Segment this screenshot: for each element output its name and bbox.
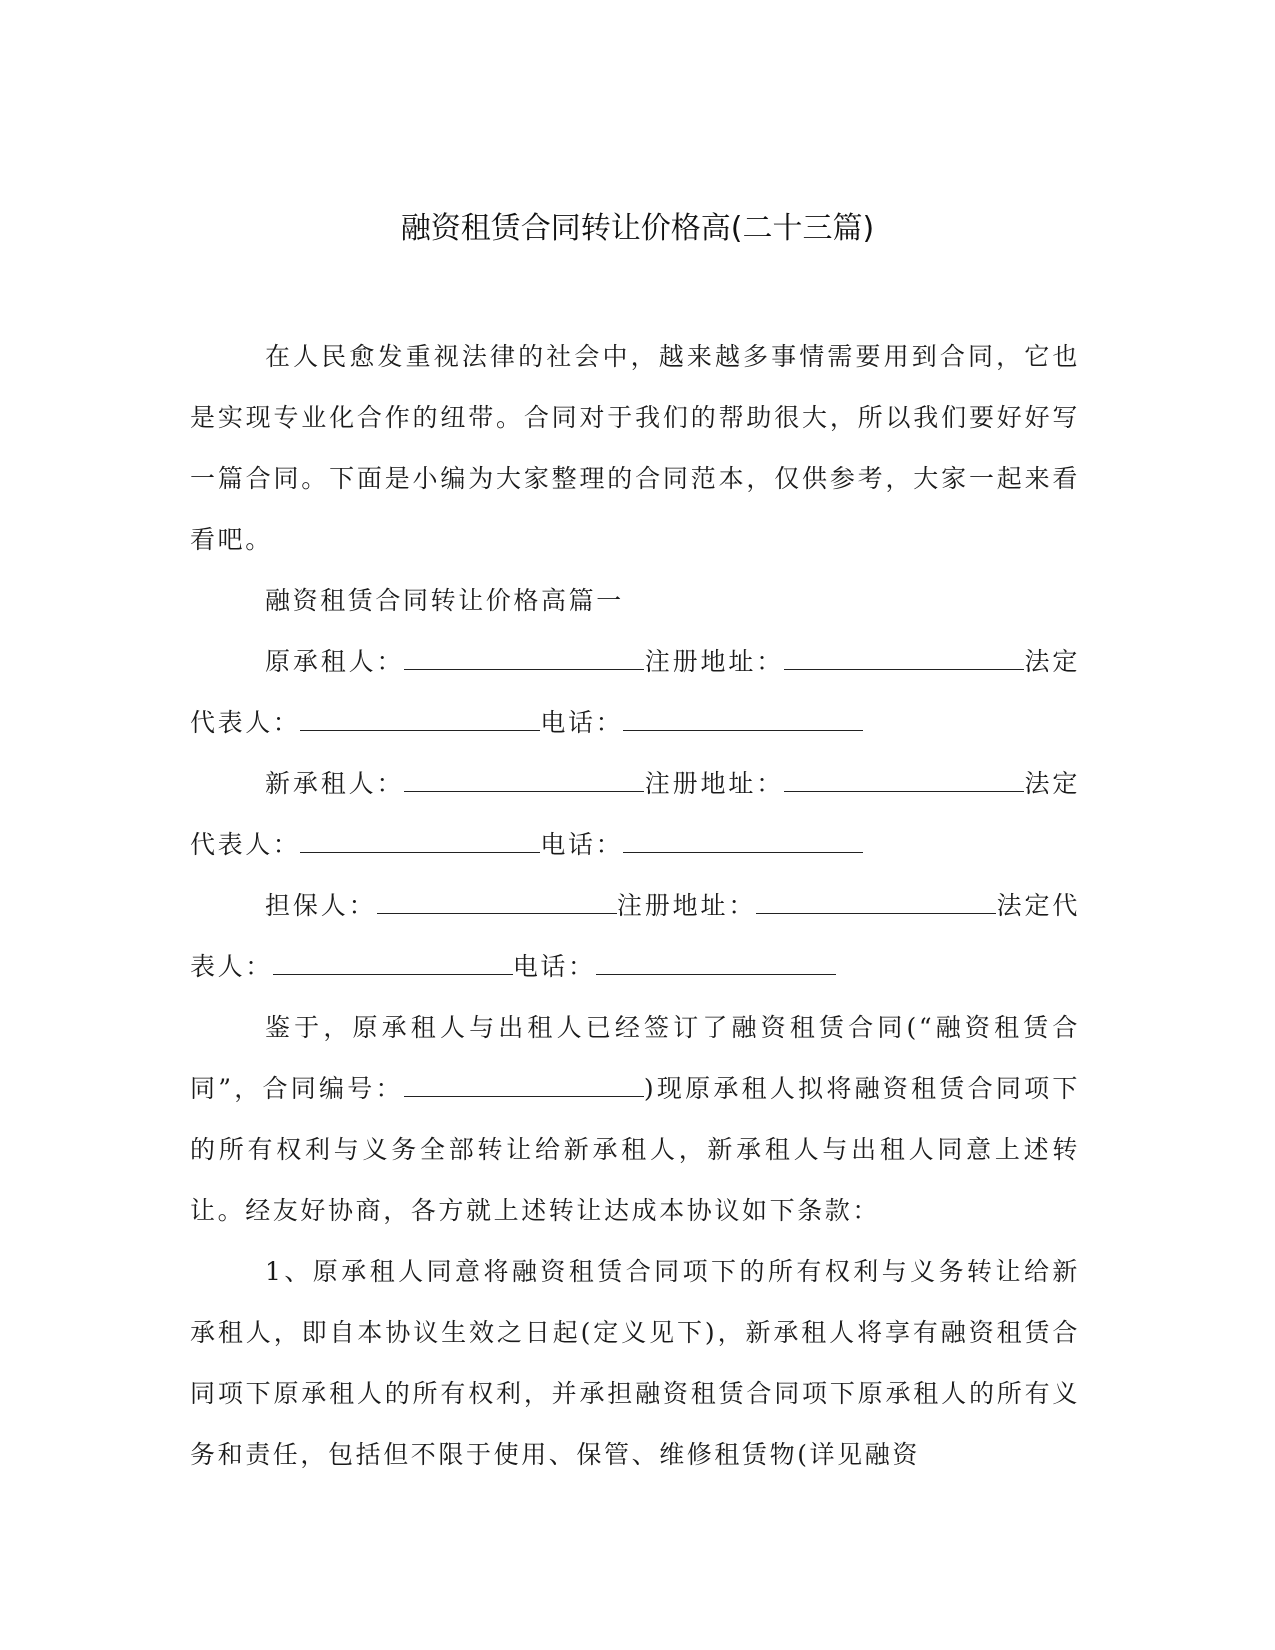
- clause-1: 1、原承租人同意将融资租赁合同项下的所有权利与义务转让给新承租人，即自本协议生效之日起(定义见下)，新承租人将享有融资租赁合同项下原承租人的所有权利，并承担融资租赁合同项下原承租人的所有义务和责任，包括但不限于使用、保管、维修租赁物(详见融资: [190, 1257, 1080, 1469]
- blank-line: [404, 647, 644, 670]
- section-heading: 融资租赁合同转让价格高篇一: [265, 586, 624, 615]
- blank-line: [756, 891, 996, 914]
- whereas-text-end: )现原承租人拟将融资租赁合同项下的所有权利与义务全部转让给新承租人，新承租人与出租人同意上述转让。经友好协商，各方就上述转让达成本协议如下条款：: [190, 1074, 1080, 1225]
- phone-label: 电话：: [512, 952, 596, 981]
- party-new-lessee: [190, 753, 1080, 875]
- whereas-paragraph: [190, 997, 1080, 1241]
- blank-line: [300, 830, 540, 853]
- document-body: [190, 326, 1080, 1485]
- registered-address-label: 注册地址：: [644, 647, 785, 676]
- blank-line: [784, 769, 1024, 792]
- party-original-lessee: [190, 631, 1080, 753]
- blank-line: [300, 708, 540, 731]
- blank-line: [404, 769, 644, 792]
- party-role-label: 担保人：: [265, 891, 377, 920]
- blank-line: [273, 952, 513, 975]
- blank-line: [623, 830, 863, 853]
- legal-representative-label: 法定代表人：: [190, 891, 1080, 981]
- registered-address-label: 注册地址：: [616, 891, 757, 920]
- blank-line: [623, 708, 863, 731]
- blank-line: [596, 952, 836, 975]
- whereas-text-start: 鉴于，原承租人与出租人已经签订了融资租赁合同(“融资租赁合同”，合同编号：: [190, 1013, 1080, 1103]
- blank-line: [377, 891, 617, 914]
- registered-address-label: 注册地址：: [644, 769, 785, 798]
- contract-number-blank: [404, 1074, 644, 1097]
- legal-representative-label: 法定代表人：: [190, 769, 1080, 859]
- document-title: 融资租赁合同转让价格高(二十三篇): [400, 211, 875, 246]
- party-guarantor: [190, 875, 1080, 997]
- legal-representative-label: 法定代表人：: [190, 647, 1080, 737]
- phone-label: 电话：: [540, 708, 624, 737]
- blank-line: [784, 647, 1024, 670]
- phone-label: 电话：: [540, 830, 624, 859]
- party-role-label: 原承租人：: [265, 647, 405, 676]
- intro-paragraph: 在人民愈发重视法律的社会中，越来越多事情需要用到合同，它也是实现专业化合作的纽带。合同对于我们的帮助很大，所以我们要好好写一篇合同。下面是小编为大家整理的合同范本，仅供参考，大家一起来看看吧。: [190, 342, 1080, 554]
- party-role-label: 新承租人：: [265, 769, 405, 798]
